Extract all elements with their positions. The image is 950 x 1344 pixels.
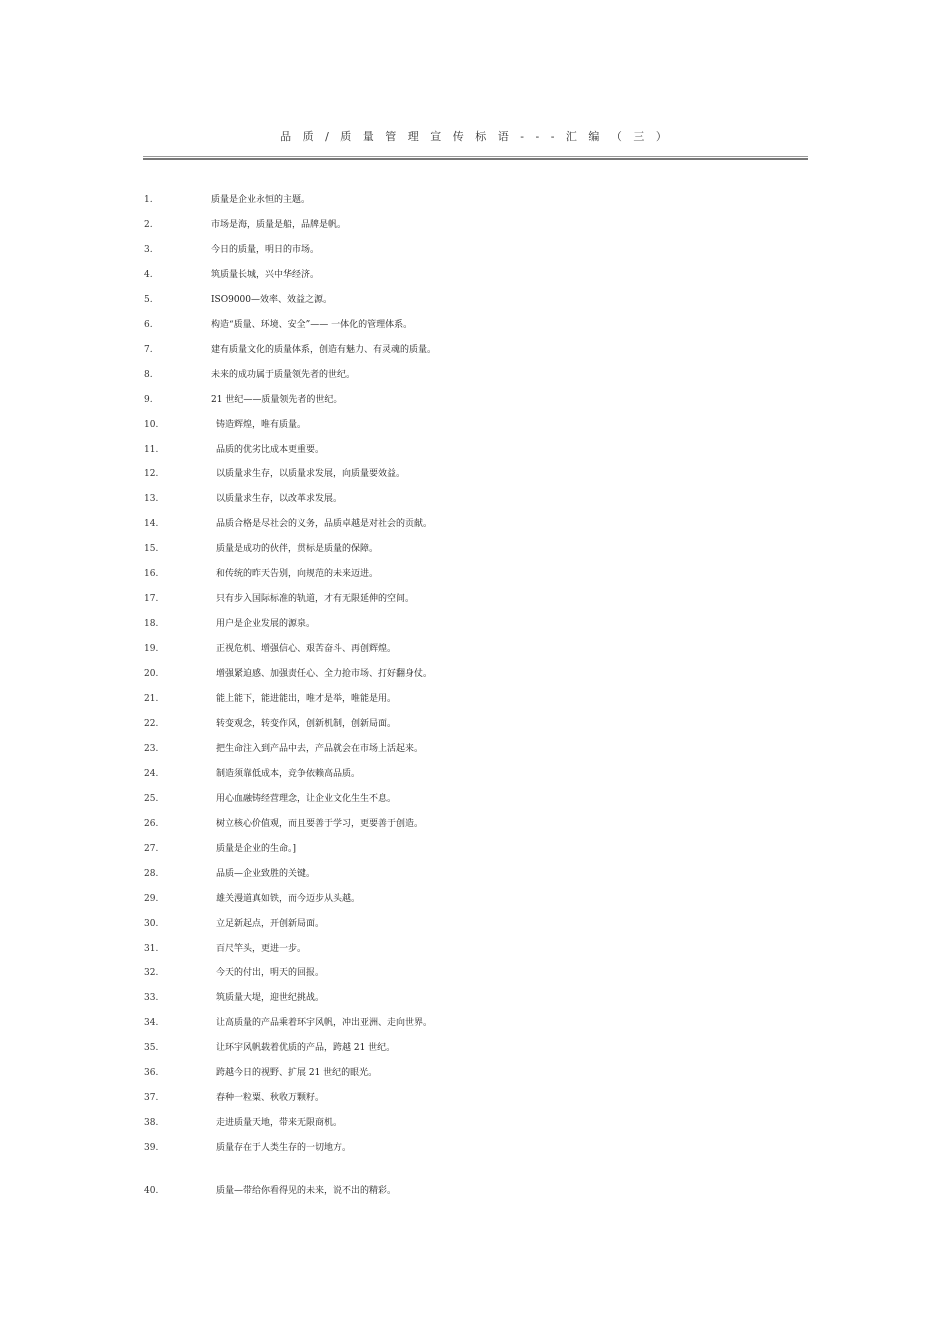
item-text: 筑质量长城，兴中华经济。 — [211, 269, 320, 280]
page-title: 品 质 / 质 量 管 理 宣 传 标 语 - - - 汇 编 （ 三 ） — [280, 130, 671, 143]
list-item — [0, 742, 950, 756]
item-number: 14. — [144, 519, 159, 530]
list-item — [0, 1141, 950, 1155]
list-item — [0, 268, 950, 282]
item-number: 38. — [144, 1118, 159, 1129]
item-number: 15. — [144, 544, 159, 555]
item-text: 让高质量的产品乘着环宇风帆，冲出亚洲、走向世界。 — [216, 1018, 433, 1029]
item-number: 2. — [144, 219, 153, 230]
item-text: 增强紧迫感、加强责任心、全力抢市场、打好翻身仗。 — [216, 669, 433, 679]
item-number: 5. — [144, 294, 153, 305]
item-text: 只有步入国际标准的轨道，才有无限延伸的空间。 — [216, 594, 415, 605]
item-text: 立足新起点，开创新局面。 — [216, 918, 325, 929]
header-divider-thick — [143, 158, 808, 160]
item-number: 37. — [144, 1093, 159, 1104]
item-number: 3. — [144, 244, 153, 255]
list-item — [0, 1184, 950, 1198]
list-item — [0, 966, 950, 980]
item-number: 36. — [144, 1068, 159, 1079]
list-item — [0, 418, 950, 432]
list-item — [0, 218, 950, 232]
item-number: 25. — [144, 793, 159, 804]
item-number: 39. — [144, 1143, 159, 1154]
item-text: 今天的付出，明天的回报。 — [216, 968, 325, 979]
list-item — [0, 492, 950, 506]
list-item — [0, 343, 950, 357]
list-item — [0, 917, 950, 931]
item-number: 8. — [144, 369, 153, 380]
item-number: 19. — [144, 644, 159, 655]
item-text: 走进质量天地，带来无限商机。 — [216, 1118, 343, 1129]
item-text: 品质合格是尽社会的义务，品质卓越是对社会的贡献。 — [216, 519, 433, 530]
list-item — [0, 393, 950, 407]
list-item — [0, 592, 950, 606]
item-text: 21 世纪——质量领先者的世纪。 — [211, 394, 343, 405]
item-number: 6. — [144, 319, 153, 330]
item-number: 10. — [144, 419, 159, 430]
item-text: 未来的成功属于质量领先者的世纪。 — [211, 369, 356, 380]
list-item — [0, 842, 950, 856]
item-text: 和传统的昨天告别，向规范的未来迈进。 — [216, 569, 379, 580]
item-text: 用心血融铸经营理念，让企业文化生生不息。 — [216, 793, 397, 804]
item-text: 跨越今日的视野、扩展 21 世纪的眼光。 — [216, 1068, 378, 1079]
list-item — [0, 867, 950, 881]
list-item — [0, 692, 950, 706]
list-item — [0, 243, 950, 257]
item-text: 建有质量文化的质量体系，创造有魅力、有灵魂的质量。 — [211, 344, 437, 355]
item-number: 16. — [144, 569, 159, 580]
item-text: 以质量求生存，以改革求发展。 — [216, 494, 343, 505]
item-number: 23. — [144, 743, 159, 754]
item-number: 20. — [144, 669, 159, 679]
item-text: 质量存在于人类生存的一切地方。 — [216, 1143, 352, 1154]
item-text: 以质量求生存，以质量求发展，向质量要效益。 — [216, 469, 406, 480]
item-text: 铸造辉煌，唯有质量。 — [216, 419, 307, 430]
list-item — [0, 1016, 950, 1030]
list-item — [0, 642, 950, 656]
item-number: 13. — [144, 494, 159, 505]
item-text: 转变观念，转变作风，创新机制，创新局面。 — [216, 718, 397, 729]
item-text: 能上能下，能进能出，唯才是举，唯能是用。 — [216, 694, 397, 704]
list-item — [0, 1116, 950, 1130]
item-number: 18. — [144, 619, 159, 630]
item-text: 市场是海，质量是船，品牌是帆。 — [211, 219, 347, 230]
item-number: 21. — [144, 694, 159, 704]
item-text: 正视危机、增强信心、艰苦奋斗、再创辉煌。 — [216, 644, 397, 655]
item-number: 1. — [144, 195, 153, 205]
item-number: 4. — [144, 269, 153, 280]
item-number: 27. — [144, 843, 159, 854]
list-item — [0, 193, 950, 207]
item-text: 今日的质量，明日的市场。 — [211, 244, 320, 255]
item-number: 17. — [144, 594, 159, 605]
list-item — [0, 942, 950, 956]
item-number: 26. — [144, 818, 159, 829]
list-item — [0, 567, 950, 581]
item-number: 24. — [144, 768, 159, 779]
item-text: 质量—带给你看得见的未来，说不出的精彩。 — [216, 1186, 397, 1196]
list-item — [0, 792, 950, 806]
list-item — [0, 542, 950, 556]
item-text: 筑质量大堤，迎世纪挑战。 — [216, 993, 325, 1004]
item-number: 35. — [144, 1043, 159, 1054]
list-item — [0, 1066, 950, 1080]
item-number: 9. — [144, 394, 153, 405]
item-number: 31. — [144, 943, 159, 954]
list-item — [0, 617, 950, 631]
item-number: 32. — [144, 968, 159, 979]
list-item — [0, 892, 950, 906]
item-number: 33. — [144, 993, 159, 1004]
item-text: 质量是企业的生命。] — [216, 843, 297, 854]
list-item — [0, 293, 950, 307]
item-text: 品质—企业致胜的关键。 — [216, 868, 316, 879]
list-item — [0, 817, 950, 831]
item-number: 12. — [144, 469, 159, 480]
list-item — [0, 467, 950, 481]
item-number: 34. — [144, 1018, 159, 1029]
item-text: 春种一粒粟、秋收万颗籽。 — [216, 1093, 325, 1104]
list-item — [0, 991, 950, 1005]
list-item — [0, 368, 950, 382]
list-item — [0, 318, 950, 332]
item-text: 百尺竿头，更进一步。 — [216, 943, 307, 954]
item-text: 制造须靠低成本，竞争依赖高品质。 — [216, 768, 361, 779]
item-number: 7. — [144, 344, 153, 355]
item-text: 树立核心价值观，而且要善于学习，更要善于创造。 — [216, 818, 424, 829]
item-text: 用户是企业发展的源泉。 — [216, 619, 316, 630]
list-item — [0, 1091, 950, 1105]
item-text: 构造“质量、环境、安全”—— 一体化的管理体系。 — [211, 319, 413, 330]
item-number: 40. — [144, 1186, 159, 1196]
item-text: 把生命注入到产品中去，产品就会在市场上活起来。 — [216, 743, 424, 754]
item-text: 质量是成功的伙伴，贯标是质量的保障。 — [216, 544, 379, 555]
list-item — [0, 443, 950, 457]
item-number: 11. — [144, 444, 159, 455]
item-text: 质量是企业永恒的主题。 — [211, 195, 311, 205]
list-item — [0, 1041, 950, 1055]
item-number: 28. — [144, 868, 159, 879]
item-text: ISO9000—效率、效益之源。 — [211, 294, 333, 305]
list-item — [0, 767, 950, 781]
list-item — [0, 667, 950, 681]
list-item — [0, 717, 950, 731]
item-number: 30. — [144, 918, 159, 929]
item-number: 29. — [144, 893, 159, 904]
item-text: 让环宇风帆载着优质的产品，跨越 21 世纪。 — [216, 1043, 396, 1054]
item-text: 品质的优劣比成本更重要。 — [216, 444, 325, 455]
header-divider-thin — [143, 156, 808, 157]
item-text: 雄关漫道真如铁，而今迈步从头越。 — [216, 893, 361, 904]
list-item — [0, 517, 950, 531]
item-number: 22. — [144, 718, 159, 729]
